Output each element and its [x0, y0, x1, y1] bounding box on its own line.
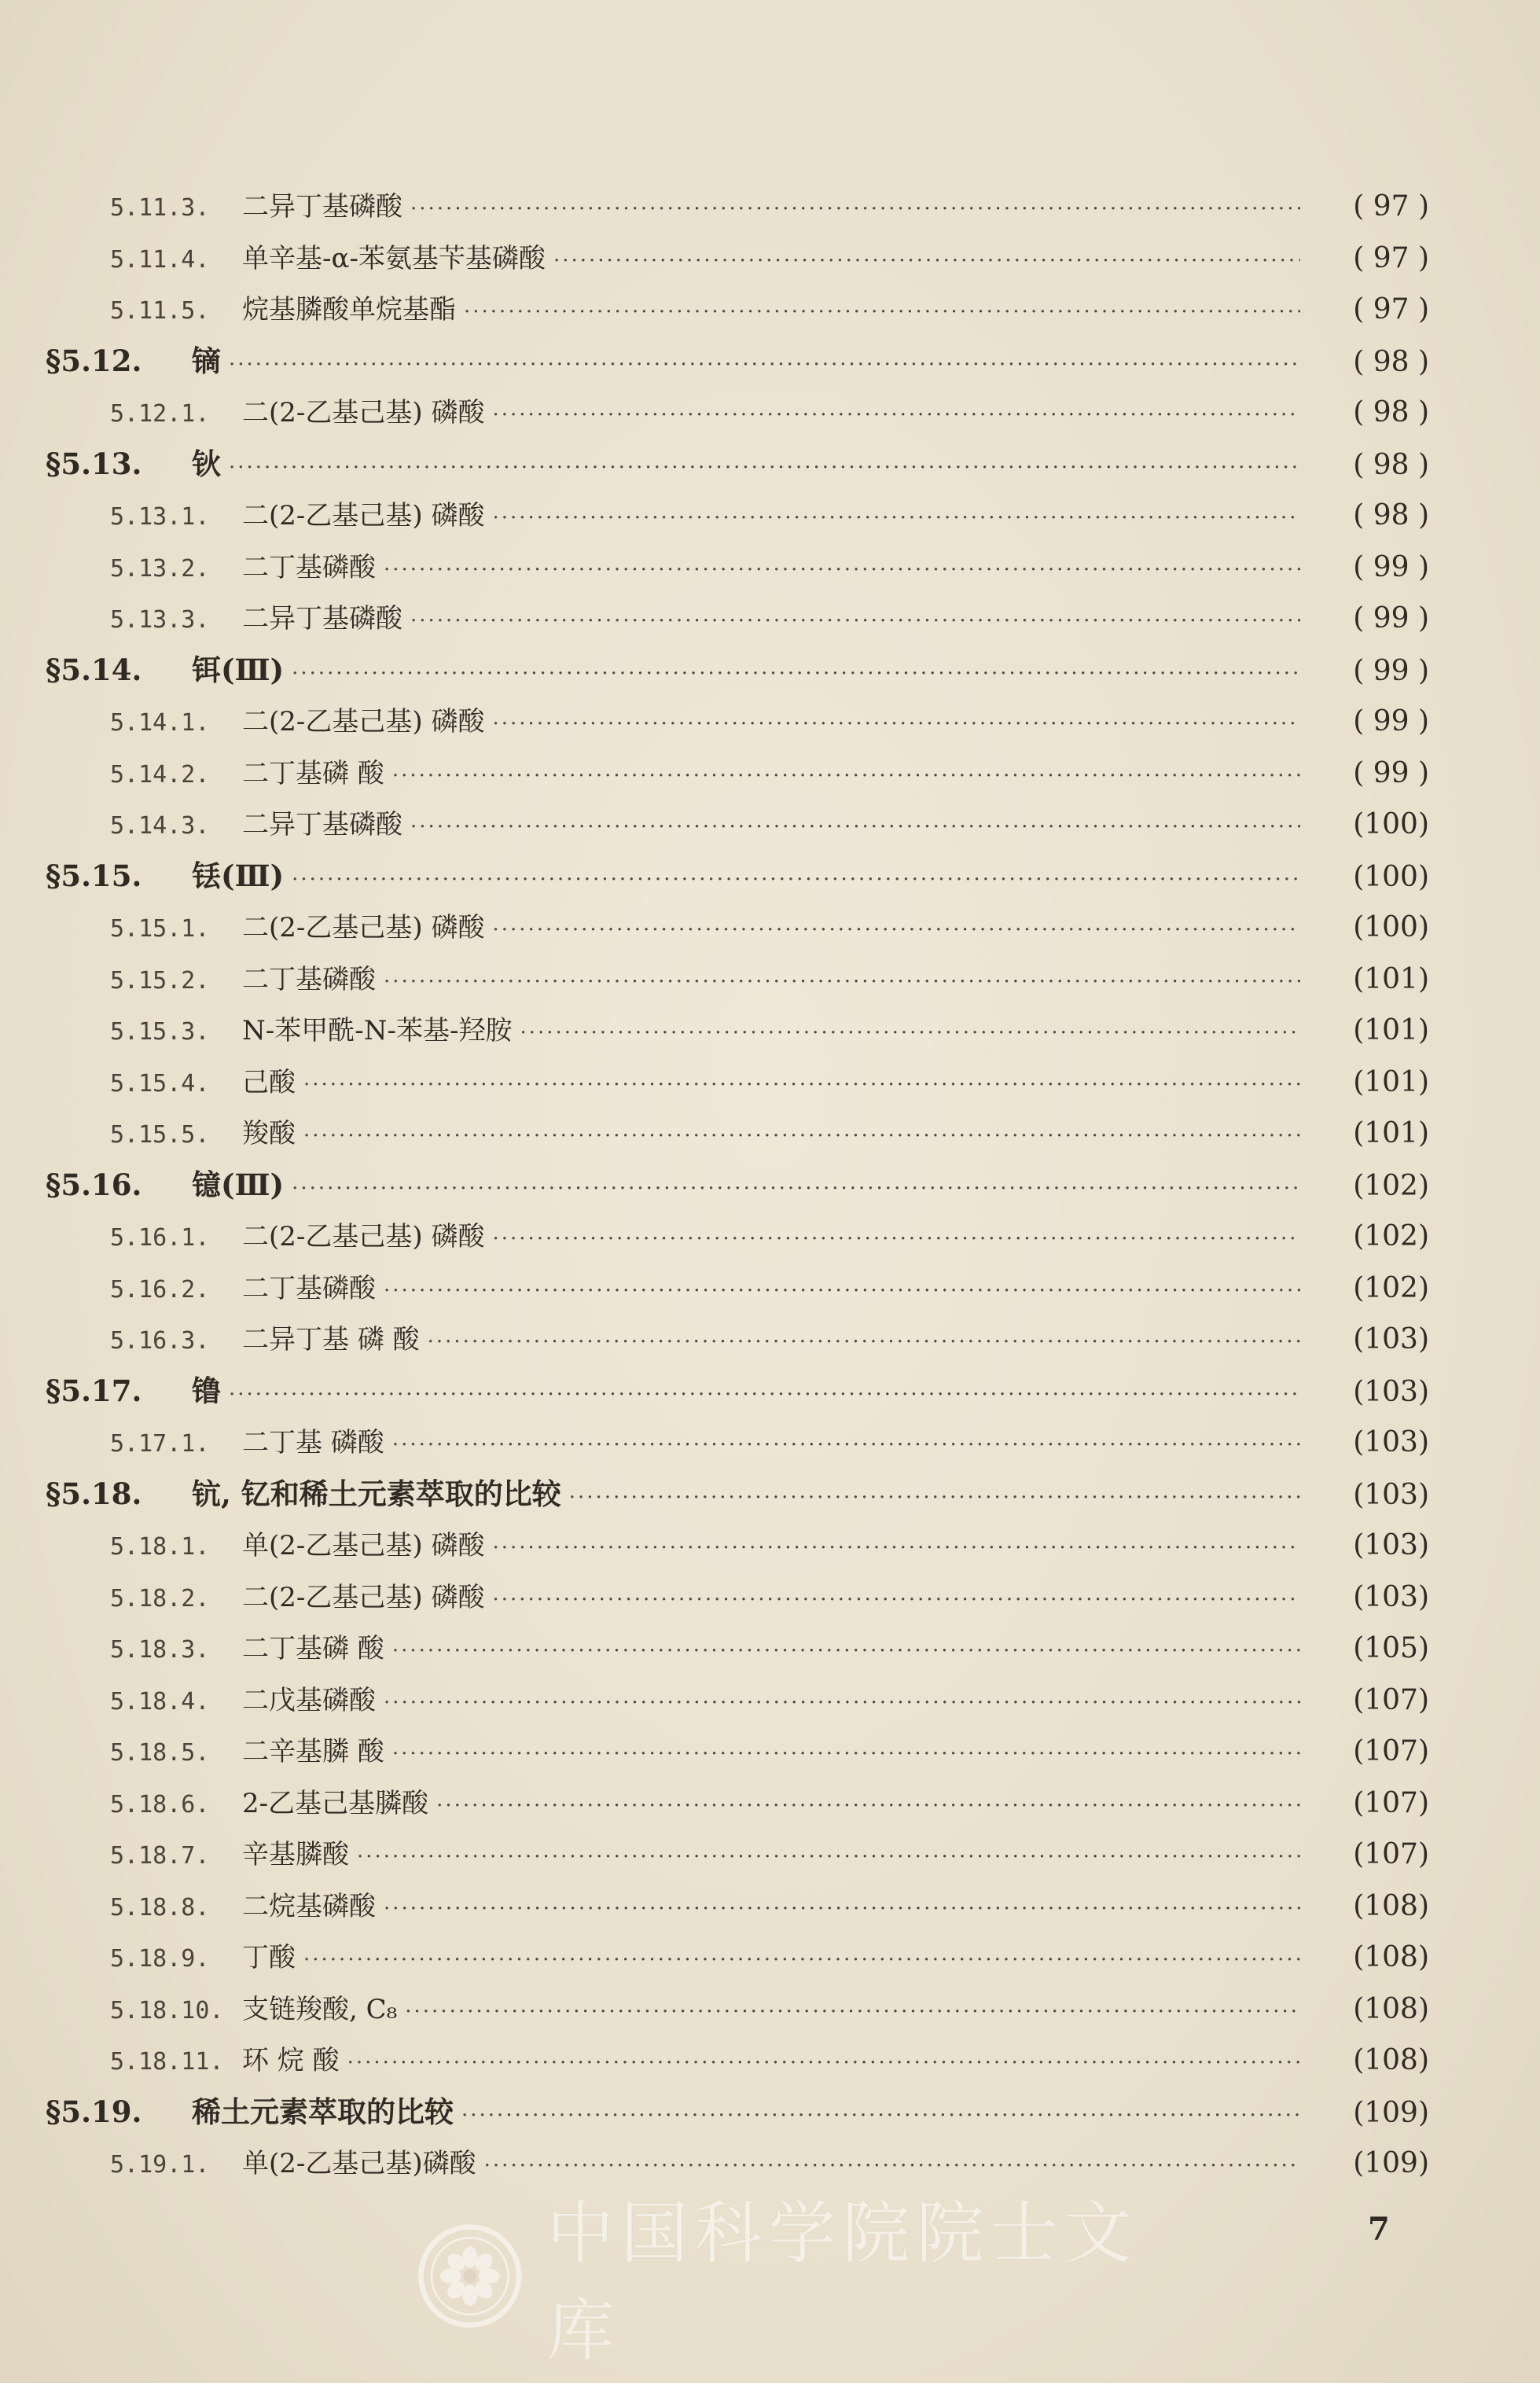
toc-subsection-row: [46, 542, 1429, 594]
toc-entry-title: 二丁基磷酸: [242, 963, 376, 995]
toc-entry-number: 5.18.9.: [110, 1945, 210, 1973]
toc-entry-title: 二丁基磷酸: [242, 1272, 376, 1304]
toc-entry-title: 二丁基磷 酸: [242, 1633, 384, 1664]
table-of-contents: [46, 181, 1429, 2190]
toc-entry-number: 5.15.1.: [110, 915, 210, 943]
toc-entry-title: 二异丁基磷酸: [242, 191, 402, 222]
dot-leader: [303, 1111, 1300, 1163]
toc-entry-number: 5.16.2.: [110, 1275, 210, 1304]
toc-entry-title: 镥: [192, 1373, 221, 1408]
toc-entry-title: 二丁基磷酸: [242, 551, 376, 583]
toc-subsection-row: [46, 1417, 1429, 1469]
dot-leader: [492, 699, 1300, 751]
dot-leader: [229, 340, 1300, 392]
toc-entry-page: (109): [1353, 2147, 1429, 2179]
toc-section-row: [46, 336, 1429, 388]
toc-entry-title: 二丁基 磷酸: [242, 1427, 384, 1458]
academy-seal-icon: [417, 2217, 524, 2335]
dot-leader: [428, 1317, 1300, 1369]
toc-entry-title: 二(2-乙基己基) 磷酸: [242, 500, 485, 531]
toc-entry-number: 5.19.1.: [110, 2151, 210, 2179]
toc-entry-number: §5.17.: [46, 1373, 142, 1408]
toc-subsection-row: [46, 1572, 1429, 1624]
toc-subsection-row: [46, 387, 1429, 439]
toc-entry-number: 5.18.10.: [110, 1996, 224, 2024]
toc-section-row: [46, 1469, 1429, 1521]
toc-entry-title: 单(2-乙基己基)磷酸: [242, 2148, 476, 2179]
toc-section-row: [46, 645, 1429, 697]
toc-subsection-row: [46, 284, 1429, 336]
toc-entry-page: ( 99 ): [1353, 705, 1429, 737]
dot-leader: [347, 2038, 1300, 2090]
toc-subsection-row: [46, 490, 1429, 542]
dot-leader: [392, 751, 1300, 803]
dot-leader: [384, 1884, 1300, 1936]
toc-entry-title: 单(2-乙基己基) 磷酸: [242, 1530, 485, 1561]
toc-subsection-row: [46, 902, 1429, 954]
toc-entry-number: §5.18.: [46, 1476, 142, 1511]
toc-entry-page: ( 98 ): [1353, 499, 1429, 531]
toc-entry-page: (108): [1353, 1992, 1429, 2025]
toc-entry-page: ( 97 ): [1353, 293, 1429, 325]
toc-entry-number: 5.11.5.: [110, 297, 210, 325]
dot-leader: [392, 1420, 1300, 1472]
toc-entry-number: 5.12.1.: [110, 400, 210, 428]
toc-entry-page: (102): [1353, 1169, 1429, 1202]
toc-entry-title: 镝: [192, 343, 221, 378]
toc-subsection-row: [46, 2035, 1429, 2087]
toc-subsection-row: [46, 181, 1429, 233]
toc-entry-page: (100): [1353, 808, 1429, 840]
toc-subsection-row: [46, 1984, 1429, 2035]
watermark: [417, 2194, 1148, 2370]
toc-subsection-row: [46, 1211, 1429, 1263]
toc-subsection-row: [46, 1881, 1429, 1933]
toc-subsection-row: [46, 696, 1429, 748]
toc-subsection-row: [46, 1726, 1429, 1778]
toc-entry-page: (101): [1353, 1065, 1429, 1098]
toc-subsection-row: [46, 1675, 1429, 1727]
toc-entry-page: (103): [1353, 1478, 1429, 1511]
toc-entry-page: ( 99 ): [1353, 602, 1429, 634]
toc-entry-page: ( 99 ): [1353, 550, 1429, 583]
toc-entry-number: 5.15.3.: [110, 1018, 210, 1046]
toc-entry-page: ( 99 ): [1353, 654, 1429, 687]
dot-leader: [357, 1832, 1300, 1884]
toc-entry-title: 镱(Ⅲ): [192, 1167, 285, 1202]
toc-entry-title: 丁酸: [242, 1942, 296, 1973]
toc-entry-number: 5.15.4.: [110, 1069, 210, 1098]
toc-entry-title: 烷基膦酸单烷基酯: [242, 294, 456, 325]
toc-section-row: [46, 2087, 1429, 2138]
dot-leader: [292, 1164, 1300, 1215]
toc-entry-number: §5.13.: [46, 446, 142, 481]
toc-subsection-row: [46, 1829, 1429, 1881]
toc-entry-number: 5.13.2.: [110, 554, 210, 583]
toc-entry-page: (107): [1353, 1838, 1429, 1870]
toc-section-row: [46, 851, 1429, 903]
dot-leader: [492, 493, 1300, 545]
dot-leader: [292, 649, 1300, 701]
watermark-text: 中国科学院院士文库: [546, 2194, 1138, 2370]
toc-entry-title: 二(2-乙基己基) 磷酸: [242, 706, 485, 737]
toc-entry-number: 5.15.2.: [110, 966, 210, 995]
toc-entry-title: 稀土元素萃取的比较: [192, 2094, 454, 2129]
toc-entry-number: 5.13.3.: [110, 606, 210, 634]
toc-entry-number: 5.14.1.: [110, 709, 210, 737]
toc-entry-title: 二(2-乙基己基) 磷酸: [242, 1581, 485, 1613]
dot-leader: [410, 802, 1300, 854]
toc-entry-title: 钬: [192, 446, 221, 481]
dot-leader: [492, 1523, 1300, 1575]
toc-entry-title: 单辛基-α-苯氨基苄基磷酸: [242, 242, 546, 274]
toc-subsection-row: [46, 1108, 1429, 1160]
toc-subsection-row: [46, 1263, 1429, 1315]
dot-leader: [492, 390, 1300, 442]
dot-leader: [410, 596, 1300, 648]
toc-entry-title: 辛基膦酸: [242, 1839, 349, 1870]
toc-section-row: [46, 1366, 1429, 1418]
toc-entry-page: ( 99 ): [1353, 756, 1429, 789]
toc-entry-page: ( 97 ): [1353, 190, 1429, 222]
toc-entry-number: 5.18.1.: [110, 1533, 210, 1561]
dot-leader: [392, 1626, 1300, 1678]
dot-leader: [384, 1678, 1300, 1730]
toc-entry-number: 5.18.6.: [110, 1790, 210, 1819]
dot-leader: [384, 1266, 1300, 1318]
toc-subsection-row: [46, 1623, 1429, 1675]
toc-entry-title: 二(2-乙基己基) 磷酸: [242, 1221, 485, 1252]
toc-entry-title: 铥(Ⅲ): [192, 858, 285, 893]
toc-entry-page: (100): [1353, 860, 1429, 893]
toc-entry-title: 二(2-乙基己基) 磷酸: [242, 912, 485, 943]
toc-entry-number: 5.15.5.: [110, 1121, 210, 1149]
dot-leader: [553, 236, 1300, 288]
toc-entry-page: (103): [1353, 1529, 1429, 1561]
toc-entry-title: 二丁基磷 酸: [242, 757, 384, 789]
toc-entry-page: (103): [1353, 1426, 1429, 1458]
toc-entry-page: (108): [1353, 1889, 1429, 1922]
toc-entry-number: 5.18.7.: [110, 1842, 210, 1870]
toc-entry-title: 2-乙基己基膦酸: [242, 1787, 429, 1819]
toc-entry-page: (108): [1353, 2044, 1429, 2076]
dot-leader: [492, 905, 1300, 957]
toc-subsection-row: [46, 799, 1429, 851]
toc-entry-page: (100): [1353, 911, 1429, 943]
dot-leader: [229, 443, 1300, 495]
toc-entry-page: (101): [1353, 1117, 1429, 1149]
dot-leader: [303, 1060, 1300, 1112]
toc-entry-number: 5.11.3.: [110, 194, 210, 222]
toc-entry-page: (107): [1353, 1735, 1429, 1767]
toc-entry-title: 二(2-乙基己基) 磷酸: [242, 397, 485, 428]
toc-entry-number: 5.18.3.: [110, 1636, 210, 1664]
page-number: 7: [1368, 2211, 1390, 2248]
toc-subsection-row: [46, 593, 1429, 645]
toc-section-row: [46, 439, 1429, 491]
toc-entry-page: (107): [1353, 1786, 1429, 1819]
toc-subsection-row: [46, 748, 1429, 800]
toc-entry-page: (103): [1353, 1580, 1429, 1613]
toc-entry-title: 二戊基磷酸: [242, 1684, 376, 1716]
toc-entry-title: 二异丁基磷酸: [242, 809, 402, 840]
toc-entry-number: 5.13.1.: [110, 503, 210, 531]
dot-leader: [492, 1214, 1300, 1266]
toc-entry-title: 羧酸: [242, 1118, 296, 1149]
dot-leader: [405, 1987, 1300, 2039]
toc-entry-page: ( 98 ): [1353, 345, 1429, 378]
dot-leader: [461, 2091, 1300, 2142]
toc-subsection-row: [46, 954, 1429, 1006]
toc-entry-page: (103): [1353, 1375, 1429, 1408]
dot-leader: [392, 1729, 1300, 1781]
toc-entry-page: ( 98 ): [1353, 396, 1429, 428]
toc-entry-page: (102): [1353, 1271, 1429, 1304]
toc-subsection-row: [46, 1520, 1429, 1572]
toc-entry-page: (101): [1353, 1014, 1429, 1046]
dot-leader: [410, 184, 1300, 236]
toc-entry-number: 5.11.4.: [110, 245, 210, 274]
dot-leader: [229, 1370, 1300, 1421]
toc-entry-number: §5.19.: [46, 2094, 142, 2129]
toc-entry-title: 环 烷 酸: [242, 2045, 340, 2076]
toc-entry-page: (109): [1353, 2096, 1429, 2129]
toc-subsection-row: [46, 1932, 1429, 1984]
toc-subsection-row: [46, 233, 1429, 285]
dot-leader: [384, 957, 1300, 1009]
toc-entry-title: 二辛基膦 酸: [242, 1736, 384, 1767]
dot-leader: [384, 545, 1300, 597]
toc-entry-number: 5.18.2.: [110, 1584, 210, 1613]
toc-entry-number: 5.14.3.: [110, 812, 210, 840]
dot-leader: [303, 1935, 1300, 1987]
toc-entry-title: 支链羧酸, C₈: [242, 1993, 398, 2025]
toc-entry-page: (102): [1353, 1220, 1429, 1252]
toc-entry-number: 5.18.11.: [110, 2048, 224, 2076]
toc-entry-number: 5.16.3.: [110, 1327, 210, 1355]
toc-entry-page: (101): [1353, 962, 1429, 995]
toc-entry-page: (105): [1353, 1632, 1429, 1664]
toc-entry-page: (107): [1353, 1683, 1429, 1716]
toc-entry-page: ( 98 ): [1353, 448, 1429, 481]
toc-section-row: [46, 1160, 1429, 1212]
toc-entry-number: 5.14.2.: [110, 760, 210, 789]
toc-entry-number: 5.18.4.: [110, 1687, 210, 1716]
toc-entry-number: §5.12.: [46, 343, 142, 378]
dot-leader: [464, 287, 1300, 339]
toc-entry-page: (108): [1353, 1941, 1429, 1973]
toc-entry-number: §5.15.: [46, 858, 142, 893]
dot-leader: [569, 1473, 1300, 1524]
toc-entry-page: ( 97 ): [1353, 241, 1429, 274]
toc-entry-number: 5.16.1.: [110, 1224, 210, 1252]
toc-subsection-row: [46, 1005, 1429, 1057]
toc-entry-title: 铒(Ⅲ): [192, 652, 285, 687]
toc-entry-page: (103): [1353, 1323, 1429, 1355]
toc-entry-number: §5.16.: [46, 1167, 142, 1202]
toc-subsection-row: [46, 1778, 1429, 1830]
toc-entry-title: 己酸: [242, 1066, 296, 1098]
toc-entry-number: §5.14.: [46, 652, 142, 687]
toc-subsection-row: [46, 1057, 1429, 1109]
toc-entry-title: 二异丁基磷酸: [242, 603, 402, 634]
dot-leader: [520, 1008, 1300, 1060]
toc-entry-number: 5.18.5.: [110, 1739, 210, 1767]
toc-subsection-row: [46, 1314, 1429, 1366]
toc-entry-title: 钪, 钇和稀土元素萃取的比较: [192, 1476, 561, 1511]
toc-entry-title: 二烷基磷酸: [242, 1890, 376, 1922]
dot-leader: [436, 1781, 1300, 1833]
dot-leader: [292, 855, 1300, 906]
toc-entry-title: N-苯甲酰-N-苯基-羟胺: [242, 1015, 513, 1046]
toc-entry-number: 5.17.1.: [110, 1430, 210, 1458]
dot-leader: [492, 1575, 1300, 1627]
toc-entry-title: 二异丁基 磷 酸: [242, 1324, 420, 1355]
toc-entry-number: 5.18.8.: [110, 1893, 210, 1921]
